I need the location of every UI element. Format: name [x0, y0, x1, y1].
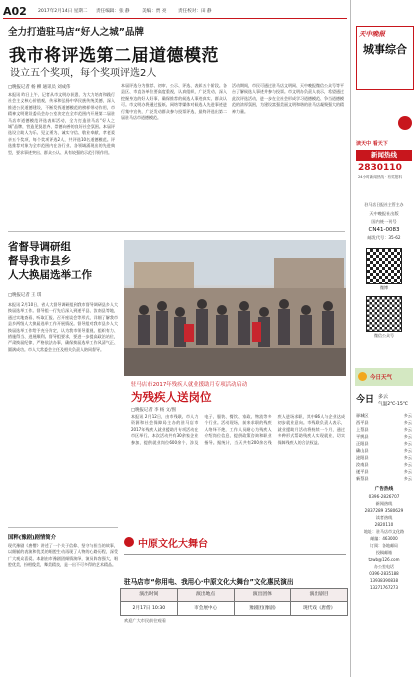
lead-byline: □晚报记者 杨 柳 通讯员 刘成伟: [8, 85, 71, 90]
lead-headline: 我市将评选第二届道德模范: [9, 46, 219, 66]
story2-headline: [8, 240, 118, 282]
footer-line: tzwb@126.com: [368, 557, 400, 562]
hotline-box: [356, 150, 412, 194]
story3-byline: □晚报记者 李 杨 文/图: [131, 408, 176, 413]
header-rule: [3, 18, 347, 19]
weather-today: 今日: [356, 395, 375, 405]
weather-banner: [355, 368, 413, 386]
table-header-venue: 演出地点: [178, 589, 235, 601]
sidebar-footer: [354, 528, 414, 591]
photo-crowd-illustration: [124, 240, 346, 376]
weather-row-cond: 多云: [403, 427, 412, 432]
weather-row: [356, 461, 412, 468]
weather-row: [356, 419, 412, 426]
culture-bottom-note: 欢迎广大市民前往观看: [124, 618, 166, 623]
masthead-slogan: 读天中 看天下: [356, 141, 388, 147]
weather-row-cond: 多云: [403, 476, 412, 481]
weather-row-city: 泌阳县: [356, 455, 369, 460]
masthead-section: 城事综合: [363, 43, 407, 56]
story2-headline-line1: 省督导调研组: [8, 241, 71, 253]
qr2-label: 微信公众号: [374, 333, 394, 338]
ad-line: 2837289 3580629: [364, 508, 404, 513]
culture-title: 中原文化大舞台: [138, 539, 208, 550]
weather-row-city: 汝南县: [356, 462, 369, 467]
performance-table: [120, 588, 348, 616]
table-cell-troupe: 豫剧团(豫剧): [235, 602, 292, 615]
weather-row: [356, 475, 412, 482]
qr1-label: 微博: [380, 285, 388, 290]
weather-row-cond: 多云: [403, 455, 412, 460]
table-cell-venue: 市会展中心: [178, 602, 235, 615]
sidebar-info-line: 国内统一刊号: [371, 219, 397, 224]
weather-row-cond: 多云: [403, 469, 412, 474]
lead-divider: [8, 231, 345, 232]
sidebar-info-line: 天中晚报社出版: [369, 211, 399, 216]
weather-row: [356, 468, 412, 475]
bottom-left-body: 现代豫剧《唐僧》讲述了一个关于信仰、坚守与担当的故事，以细腻的表演和优美的唱腔生动再现了人物的心路历程，深受广大观众喜爱。本剧由市豫剧团倾情演绎，演员阵容强大，唱腔优美，扮相俊美，舞美精良，是一出不可多得的艺术精品。: [8, 543, 118, 568]
page-code: A02: [3, 5, 27, 18]
culture-banner: [124, 534, 346, 555]
ad-line: 读者热线: [375, 515, 393, 520]
masthead-block: [356, 26, 414, 90]
weather-row-city: 遂平县: [356, 469, 369, 474]
weather-row-cond: 多云: [403, 448, 412, 453]
lead-body-col2: 本届评选分为推荐、初审、公示、评选、表彰五个阶段。各县区、市直各单位要高度重视，认真组织，广泛发动，深入挖掘身边的好人好事，确保推荐的候选人事迹真实、群众认可。市文明办将通过报纸、网络等媒体对候选人先进事迹进行集中宣传，广泛发动群众参与投票评选，最终评选出第二届驻马店市道德模范。: [121, 83, 227, 121]
masthead-paper-name: 天中晚报: [359, 30, 385, 38]
news-photo: [124, 240, 346, 376]
footer-line: 邮编：463000: [370, 536, 398, 541]
footer-line: 0396-2835188: [369, 571, 399, 576]
hotline-note: 24小时新闻热线 · 有奖报料: [358, 175, 402, 179]
ad-line: 2820110: [374, 522, 394, 527]
weather-row-cond: 多云: [403, 434, 412, 439]
ad-hotline-block: [354, 486, 414, 528]
story2-headline-line3: 人大换届选举工作: [8, 269, 92, 281]
weather-row-city: 正阳县: [356, 441, 369, 446]
footer-line: 办公室电话: [374, 564, 394, 569]
header-date: 2017年2月14日 星期二: [38, 9, 88, 14]
footer-line: 13271767273: [370, 585, 398, 590]
table-header-troupe: 演出团体: [235, 589, 292, 601]
weather-condition: 多云: [378, 394, 389, 400]
table-header-program: 演出剧目: [309, 592, 329, 597]
weather-row-city: 西平县: [356, 420, 369, 425]
sidebar-info-line: 邮发代号：35-62: [367, 235, 401, 240]
table-row: [121, 602, 347, 615]
weather-row-city: 新蔡县: [356, 476, 369, 481]
table-cell-time: 2月17日 10:30: [121, 602, 178, 615]
footer-line: 投稿邮箱: [376, 550, 392, 555]
header-proof: 责任校对：田 静: [178, 9, 212, 14]
qr-code-wechat: [366, 296, 402, 332]
footer-line: 13938390838: [370, 578, 398, 583]
ad-line: 新闻热线: [375, 501, 393, 506]
story3-body: 本报讯 2月12日，由市残联、市人力资源和社会保障局主办的驻马店市2017年残疾人就业援助月专项活动在市区举行。本次活动共有30余家企业参加，提供就业岗位600余个，涉及电子、服装、餐饮、家政、物流等多个行业。活动现场，前来求职的残疾人络绎不绝，工作人员耐心为残疾人介绍岗位信息、提供政策咨询和职业指导。据统计，当天共有200余名残疾人进场求职，其中86人与企业达成初步就业意向。市残联负责人表示，就业援助月活动将持续一个月，通过多种形式帮助残疾人实现就业，切实保障残疾人的合法权益。: [131, 414, 345, 445]
weather-row-cond: 多云: [403, 413, 412, 418]
footer-line: 地址：驻马店市文化路: [364, 529, 404, 534]
weather-row: [356, 454, 412, 461]
logo-icon: [398, 116, 412, 130]
story3-kicker: 驻马店市2017年残疾人就业援助月专项活动启动: [131, 382, 248, 388]
sidebar-sponsor: 驻马店日报社主管主办: [364, 202, 404, 207]
weather-temp: 气温2℃-15℃: [378, 402, 408, 407]
sidebar-info-line: CN41-0083: [368, 227, 400, 233]
weather-row-city: 上蔡县: [356, 427, 369, 432]
sidebar-divider: [350, 0, 351, 677]
weather-row-cond: 多云: [403, 462, 412, 467]
story2-headline-line2: 督导我市县乡: [8, 255, 71, 267]
header-designer: 美编：贾 亮: [142, 9, 167, 14]
lead-kicker: 全力打造驻马店“好人之城”品牌: [8, 27, 144, 38]
qr-code-weibo: [366, 248, 402, 284]
weather-row: [356, 447, 412, 454]
weather-row-city: 平舆县: [356, 434, 369, 439]
ad-title: 广告热线: [374, 487, 394, 492]
culture-notice-title: 驻马店市“你用电、我用心·中原文化大舞台”文化惠民演出: [124, 578, 294, 586]
table-header-row: [121, 589, 347, 602]
weather-row-cond: 多云: [403, 420, 412, 425]
lead-body-col3: 活动期间，市民可通过驻马店文明网、天中晚报微信公众号等平台了解候选人事迹并参与投票。市文明办负责人表示，希望通过此次评选活动，进一步在全社会形成学习道德模范、争当道德模范的浓厚氛围，为建设富强美丽文明和谐的驻马店凝聚强大的精神力量。: [232, 83, 344, 114]
header-editor: 责任编辑：张 静: [96, 9, 130, 14]
lead-body-col1: 本报讯 昨日上午，记者从市文明办获悉，为大力培育和践行社会主义核心价值观，传承和弘扬中华民族传统美德，深入推进公民道德建设，不断发挥道德模范的榜样带动作用，市精神文明建设委员会办公室决定在全市范围内开展第二届驻马店市道德模范评选表彰活动，全力打造驻马店“好人之城”品牌，营造见贤思齐、崇德向善的良好社会氛围。本届评选设立助人为乐、见义勇为、诚实守信、敬业奉献、孝老爱亲五个奖项，每个奖项评选2人，共评选10名道德模范。评选推荐对象为全市范围内在各行业、各领域涌现出的先进典型，要求事迹突出、群众公认、具有较强的示范引领作用。: [8, 92, 115, 155]
weather-row-cond: 多云: [403, 441, 412, 446]
weather-row: [356, 426, 412, 433]
hotline-number: 2830110: [358, 163, 402, 173]
hotline-title: 新闻热线: [356, 150, 412, 161]
weather-banner-title: 今日天气: [370, 375, 393, 381]
lead-subhead: 设立五个奖项，每个奖项评选2人: [10, 68, 157, 79]
weather-row-city: 确山县: [356, 448, 369, 453]
table-cell-program: 现代戏《唐僧》: [303, 606, 336, 611]
culture-logo-icon: [124, 537, 134, 547]
table-header-time: 演出时间: [121, 589, 178, 601]
bottom-left-divider: [8, 527, 118, 528]
page-header: [0, 0, 415, 18]
ad-line: 0396-2826707: [368, 494, 400, 499]
weather-row-city: 驿城区: [356, 413, 369, 418]
weather-table: [356, 412, 412, 482]
weather-sun-icon: [358, 372, 367, 381]
sidebar-info: [354, 210, 414, 242]
story3-headline: 为残疾人送岗位: [131, 390, 212, 404]
weather-row: [356, 412, 412, 419]
bottom-left-title: 国粹(豫剧)剧情简介: [8, 535, 57, 541]
story2-byline: □晚报记者 王 琪: [8, 293, 42, 298]
weather-row: [356, 433, 412, 440]
story2-body: 本报讯 2月10日，省人大督导调研组到我市督导调研县乡人大换届选举工作。督导组一行先后深入到遂平县、汝南县等地，通过实地查看、听取汇报、召开座谈会等形式，详细了解我市县乡两级人大换届选举工作开展情况。督导组对我市县乡人大换届选举工作给予充分肯定，认为我市领导重视、组织有力、措施得当、进展顺利。督导组要求，要进一步提高政治站位，严肃换届纪律，严格依法办事，确保换届选举工作风清气正、圆满成功。市人大常委会主任及相关负责人陪同督导。: [8, 302, 118, 352]
footer-line: 订阅：各地邮局: [370, 543, 398, 548]
weather-row: [356, 440, 412, 447]
